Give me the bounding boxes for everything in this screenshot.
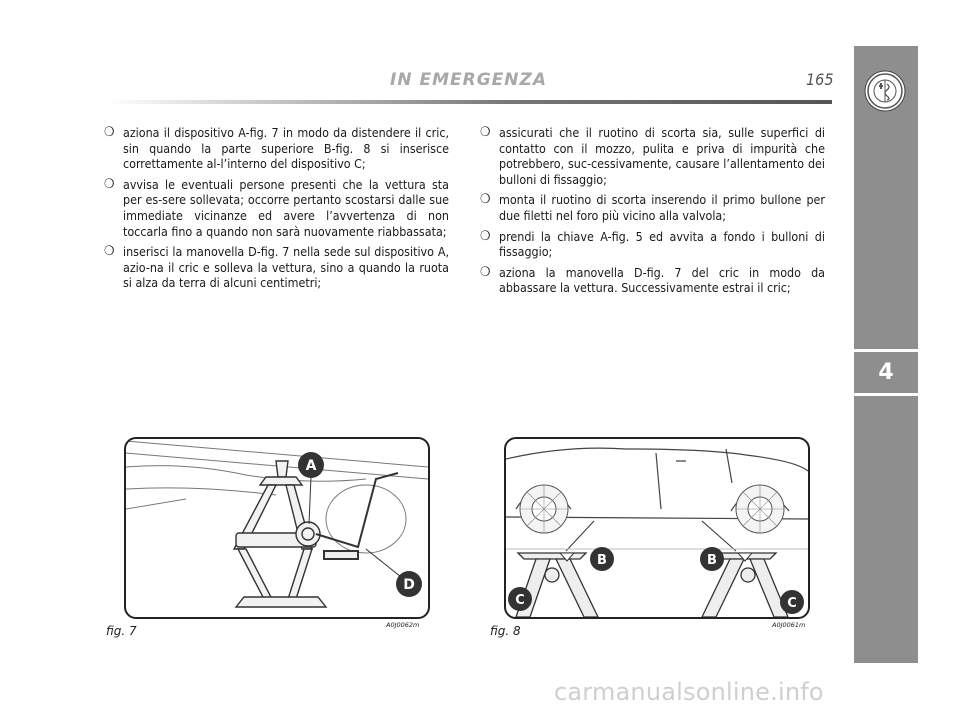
figure-7-jack-illustration [124,437,430,619]
figure-8-jack-points-illustration [504,437,810,619]
side-tab-bottom [854,396,918,663]
bullet-circle-icon: ❍ [104,244,115,260]
callout-b-right: B [707,553,717,568]
list-item [104,244,449,291]
page-number: 165 [806,70,834,89]
list-item-text: prendi la chiave A-fig. 5 ed avvita a fondo i bulloni di fissaggio; [499,228,825,260]
bullet-circle-icon: ❍ [480,264,491,280]
chapter-number: 4 [878,360,894,385]
list-item [480,125,825,187]
left-text-column [104,125,449,296]
bullet-circle-icon: ❍ [480,228,491,244]
car-jacking-points-drawing [506,439,808,617]
list-item-text: inserisci la manovella D-fig. 7 nella sede sul dispositivo A, azio-na il cric e solleva la vettura, sino a quando la ruota si alza da terra di alcuni centimetri; [123,244,449,291]
jack-crank-drawing [126,439,428,617]
list-item [480,192,825,223]
callout-c-left: C [515,593,525,608]
header-rule [108,100,832,104]
bullet-circle-icon: ❍ [104,125,115,140]
watermark: carmanualsonline.info [554,678,824,706]
bullet-circle-icon: ❍ [480,125,491,140]
right-text-column [480,125,825,301]
list-item-text: assicurati che il ruotino di scorta sia, sulle superfici di contatto con il mozzo, pulita e priva di impurità che potrebbero, suc-cessivamente, causare l’allentamento dei bulloni di fissaggio; [499,125,825,187]
callout-a: A [305,458,317,474]
bullet-circle-icon: ❍ [104,176,115,192]
brand-logo-icon [864,70,906,112]
callout-d: D [403,577,415,593]
list-item [480,229,825,260]
figure-8-label: fig. 8 [490,624,521,638]
list-item-text: aziona la manovella D-fig. 7 del cric in modo da abbassare la vettura. Successivamente estrai il cric; [499,264,825,296]
section-title: IN EMERGENZA [390,70,547,90]
bullet-circle-icon: ❍ [480,192,491,208]
list-item-text: monta il ruotino di scorta inserendo il primo bullone per due filetti nel foro più vicino alla valvola; [499,192,825,223]
list-item [480,265,825,296]
list-item-text: avvisa le eventuali persone presenti che la vettura sta per es-sere sollevata; occorre pertanto scostarsi dalle sue immediate vicinanze ed avere l’avvertenza di non toccarla fino a quando non sarà nuovamente riabbassata; [123,176,449,239]
list-item-text: aziona il dispositivo A-fig. 7 in modo da distendere il cric, sin quando la parte superiore B-fig. 8 si inserisce correttamente al-l’interno del dispositivo C; [123,125,449,172]
callout-c-right: C [787,596,797,611]
list-item [104,125,449,172]
figure-7-label: fig. 7 [106,624,137,638]
callout-b-left: B [597,553,607,568]
figure-7-code: A0J0062m [386,621,420,629]
figure-8-code: A0J0061m [772,621,806,629]
list-item [104,177,449,239]
